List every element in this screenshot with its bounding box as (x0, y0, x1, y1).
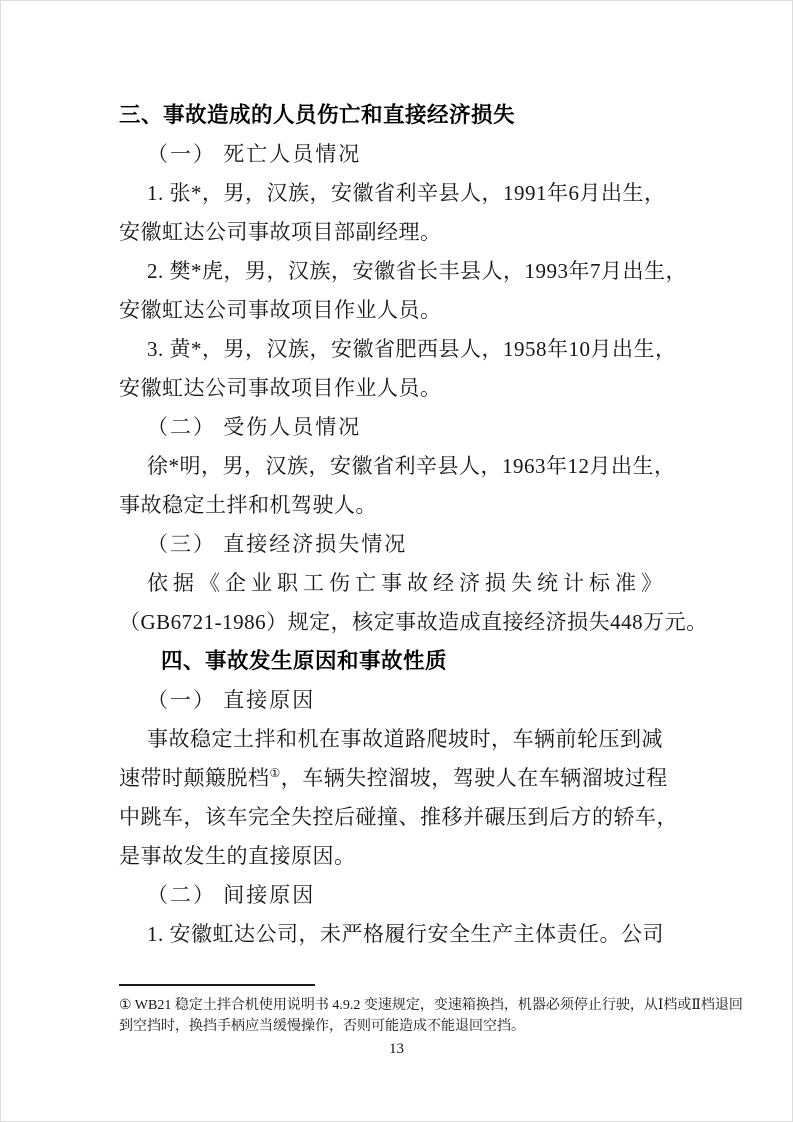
footnote-text: 到空挡时，换挡手柄应当缓慢操作，否则可能造成不能退回空挡。 (119, 1019, 525, 1034)
subsection-heading: （一） 死亡人员情况 (147, 142, 362, 166)
body-text-line: 2. 樊*虎，男，汉族，安徽省长丰县人，1993年7月出生， (147, 259, 687, 283)
body-text-line: 安徽虹达公司事故项目作业人员。 (119, 376, 442, 400)
text-segment: 速带时颠簸脱档 (119, 766, 270, 790)
footnote-text: ① WB21 稳定土拌合机使用说明书 4.9.2 变速规定，变速箱换挡，机器必须停止行驶，从Ⅰ档或Ⅱ档退回 (119, 998, 743, 1013)
text-segment: ，车辆失控溜坡，驾驶人在车辆溜坡过程 (280, 766, 668, 790)
footnote-separator (119, 984, 315, 986)
body-text-line: 事故稳定土拌和机驾驶人。 (119, 493, 377, 517)
footnote-ref-mark: ① (269, 766, 281, 780)
body-text-line: 事故稳定土拌和机在事故道路爬坡时，车辆前轮压到减 (147, 727, 663, 751)
subsection-heading: （二） 受伤人员情况 (147, 415, 362, 439)
document-content (1, 1, 792, 1060)
body-text-line: 1. 安徽虹达公司，未严格履行安全生产主体责任。公司 (147, 922, 664, 946)
page-number: 13 (389, 1041, 404, 1057)
subsection-heading: （三） 直接经济损失情况 (147, 532, 408, 556)
body-text-line: 1. 张*，男，汉族，安徽省利辛县人，1991年6月出生， (147, 181, 666, 205)
body-text-line: 安徽虹达公司事故项目部副经理。 (119, 220, 442, 244)
body-text-line: 依据《企业职工伤亡事故经济损失统计标准》 (147, 571, 667, 595)
body-text-line: （GB6721-1986）规定，核定事故造成直接经济损失448万元。 (119, 610, 708, 634)
body-text-line (119, 759, 680, 798)
body-text-line: 安徽虹达公司事故项目作业人员。 (119, 298, 442, 322)
subsection-heading: （一） 直接原因 (147, 688, 316, 712)
section-heading: 四、事故发生原因和事故性质 (161, 649, 448, 673)
section-heading: 三、事故造成的人员伤亡和直接经济损失 (119, 103, 516, 127)
body-text-line: 是事故发生的直接原因。 (119, 844, 356, 868)
body-text-line: 徐*明，男，汉族，安徽省利辛县人，1963年12月出生， (147, 454, 676, 478)
body-text-line: 3. 黄*，男，汉族，安徽省肥西县人，1958年10月出生， (147, 337, 677, 361)
subsection-heading: （二） 间接原因 (147, 883, 316, 907)
body-text-line: 中跳车，该车完全失控后碰撞、推移并碾压到后方的轿车， (119, 805, 678, 829)
